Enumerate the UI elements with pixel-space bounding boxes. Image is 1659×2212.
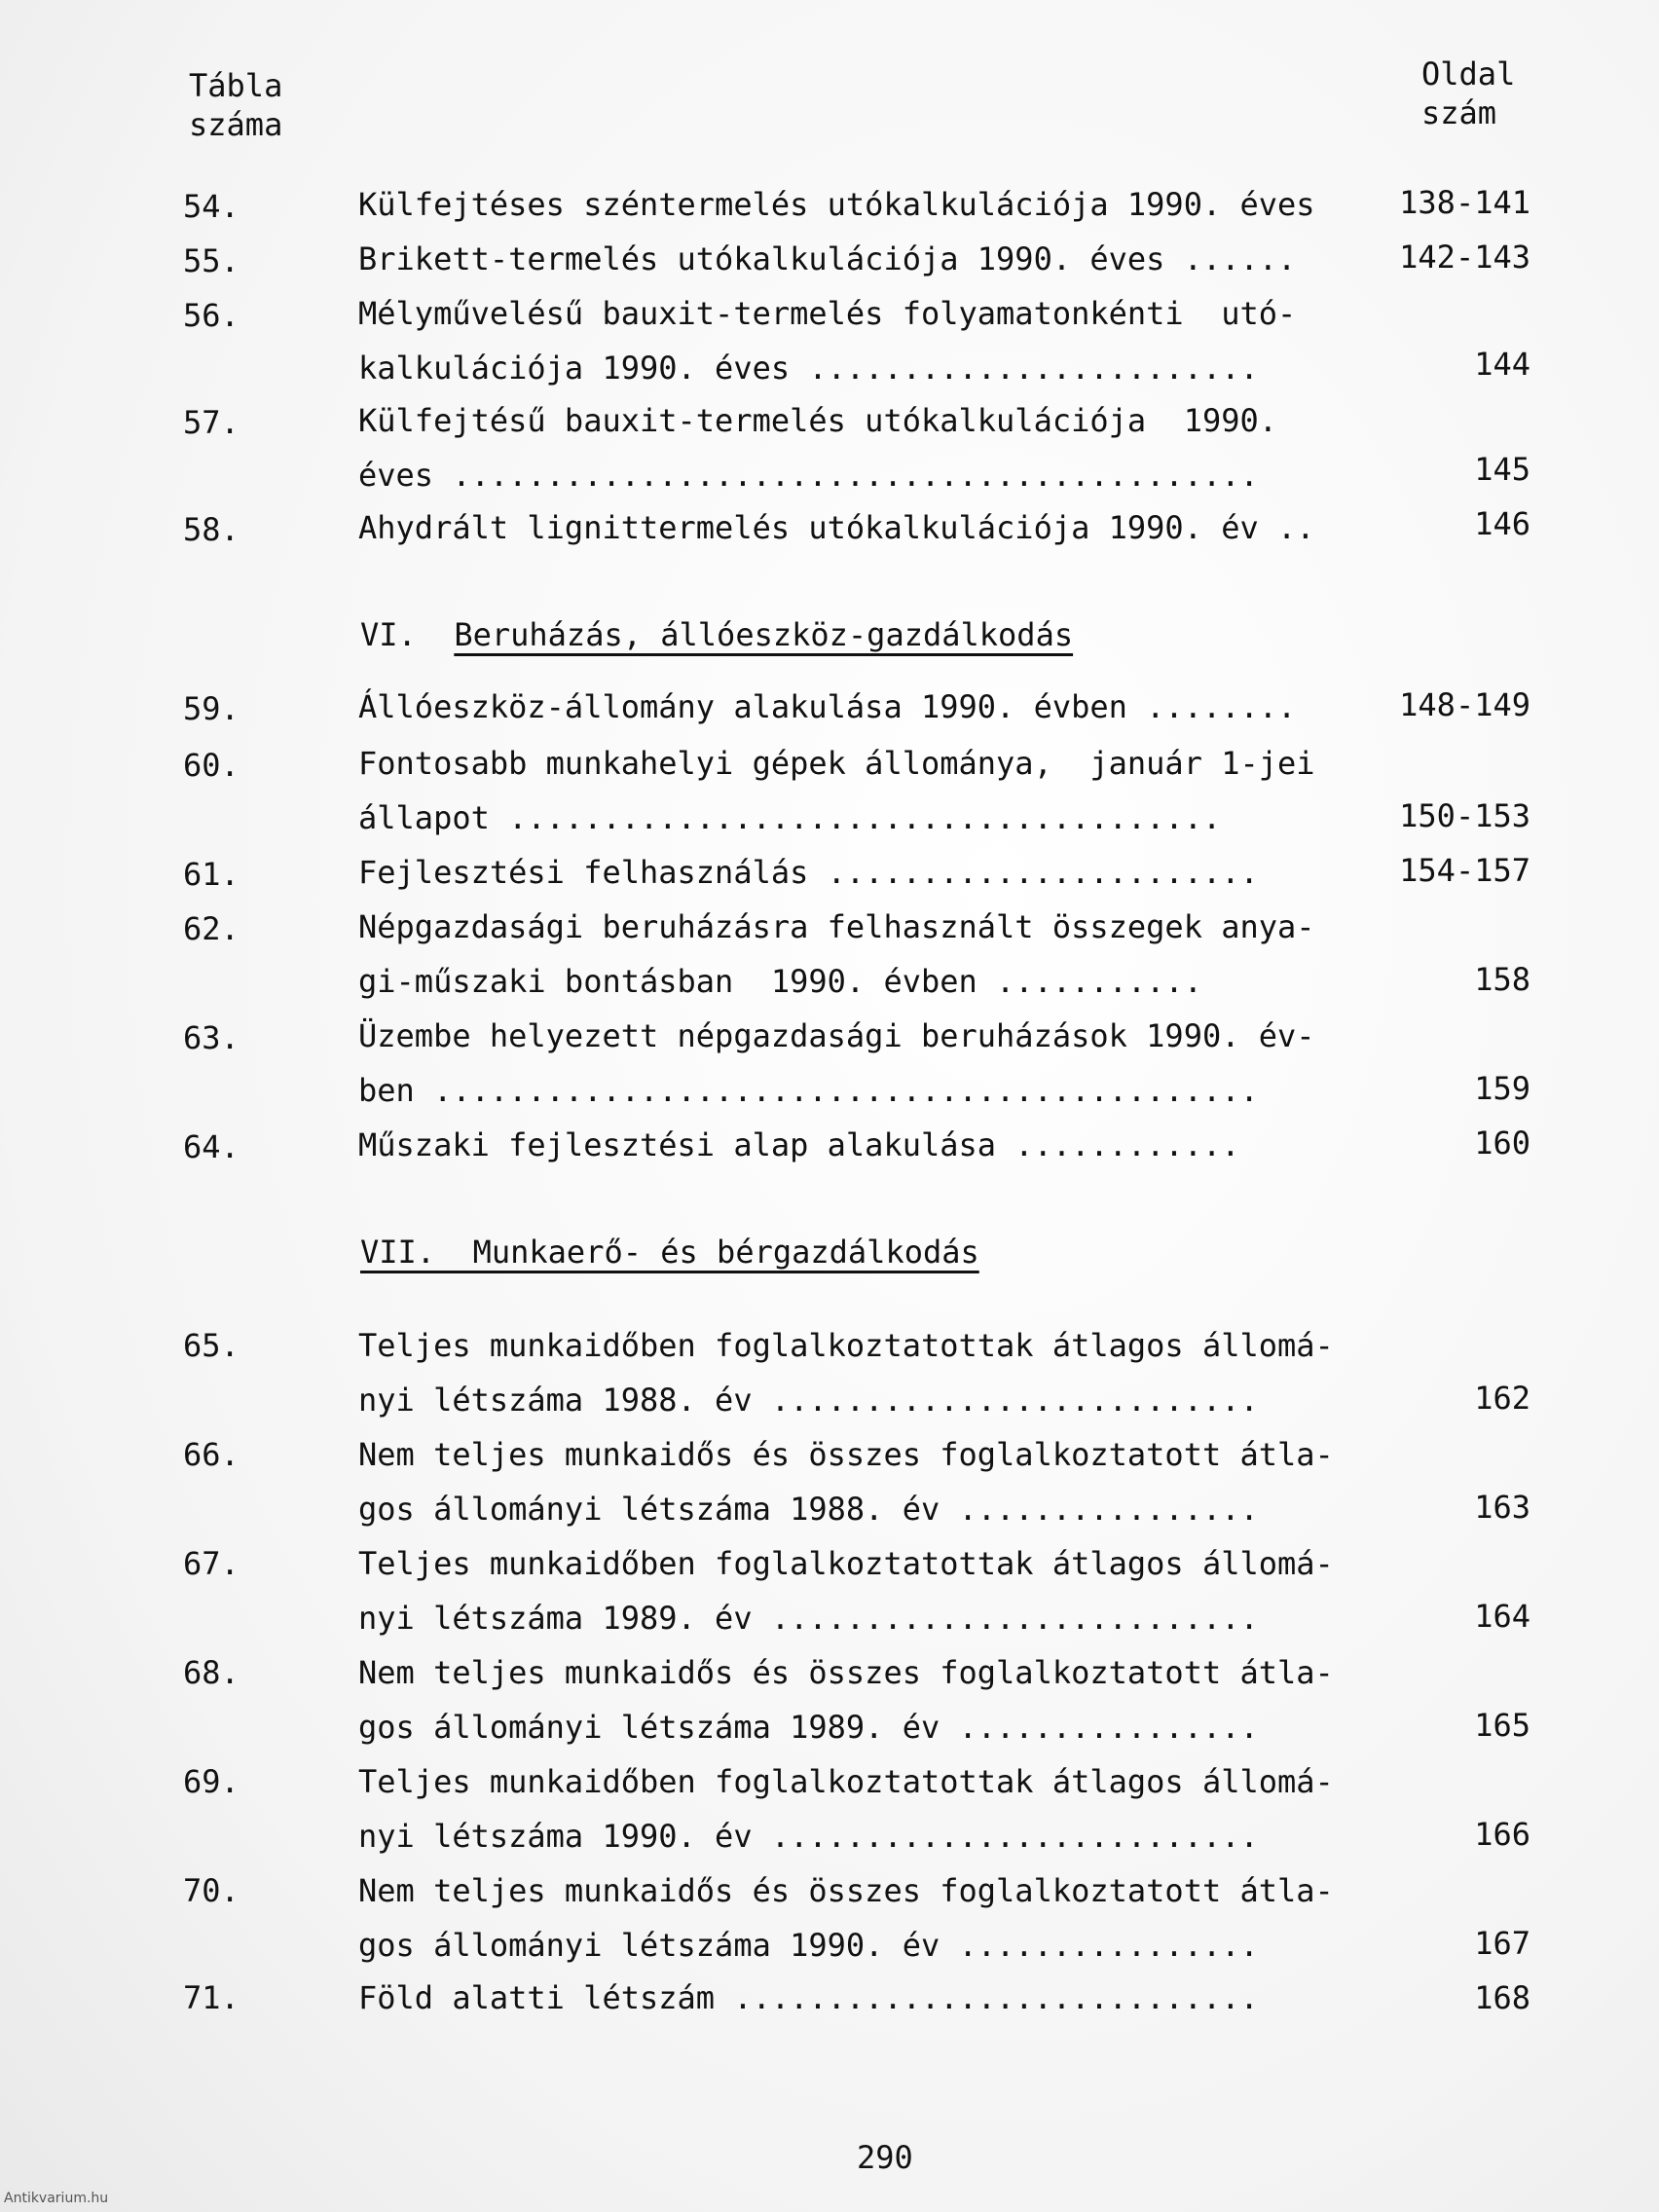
header-left-line-1: Tábla [189,67,283,104]
entry-page: 164 [1474,1598,1530,1635]
header-right-line-1: Oldal [1421,55,1516,92]
section-title: Beruházás, állóeszköz-gazdálkodás [454,616,1074,653]
entry-number: 57. [183,404,240,441]
entry-title: Brikett-termelés utókalkulációja 1990. éves ...... [358,240,1297,277]
entry-number: 71. [183,1979,240,2016]
entry-title-continuation: nyi létszáma 1990. év .......................... [358,1818,1259,1855]
header-table-number [189,66,282,144]
entry-title-continuation: nyi létszáma 1989. év .......................... [358,1600,1259,1637]
entry-number: 59. [183,690,240,727]
entry-page: 166 [1474,1816,1530,1853]
entry-number: 61. [183,856,240,893]
entry-page: 158 [1474,961,1530,998]
entry-title-continuation: kalkulációja 1990. éves ........................ [358,350,1259,387]
entry-page: 148-149 [1399,686,1530,723]
entry-title: Teljes munkaidőben foglalkoztatottak átlagos állomá- [358,1545,1334,1582]
entry-number: 68. [183,1654,240,1691]
entry-title: Nem teljes munkaidős és összes foglalkoztatott átla- [358,1436,1334,1473]
entry-title-continuation: gi-műszaki bontásban 1990. évben ........... [358,963,1202,1000]
entry-page: 163 [1474,1489,1530,1526]
entry-title: Műszaki fejlesztési alap alakulása ............ [358,1126,1240,1163]
entry-page: 145 [1474,451,1530,488]
entry-number: 66. [183,1436,240,1473]
entry-number: 67. [183,1545,240,1582]
section-title: VII. Munkaerő- és bérgazdálkodás [360,1234,979,1271]
entry-page: 160 [1474,1124,1530,1161]
entry-title-continuation: gos állományi létszáma 1990. év ................ [358,1927,1259,1964]
entry-number: 65. [183,1327,240,1364]
entry-page: 154-157 [1399,852,1530,889]
entry-page: 138-141 [1399,184,1530,221]
entry-title: Népgazdasági beruházásra felhasznált összegek anya- [358,908,1315,945]
entry-title: Üzembe helyezett népgazdasági beruházások 1990. év- [358,1017,1315,1054]
entry-title: Nem teljes munkaidős és összes foglalkoztatott átla- [358,1654,1334,1691]
entry-title: Ahydrált lignittermelés utókalkulációja 1990. év .. [358,509,1315,546]
header-left-line-2: száma [189,106,283,143]
entry-number: 60. [183,747,240,784]
entry-number: 58. [183,511,240,548]
entry-title: Föld alatti létszám ............................ [358,1979,1259,2016]
entry-title: Állóeszköz-állomány alakulása 1990. évben ........ [358,688,1297,725]
entry-page: 162 [1474,1380,1530,1417]
entry-page: 165 [1474,1707,1530,1744]
entry-title-continuation: állapot ...................................... [358,799,1222,836]
entry-title: Nem teljes munkaidős és összes foglalkoztatott átla- [358,1872,1334,1909]
entry-page: 159 [1474,1070,1530,1107]
entry-number: 69. [183,1763,240,1800]
entry-page: 168 [1474,1979,1530,2016]
entry-number: 70. [183,1872,240,1909]
entry-title: Fejlesztési felhasználás ....................... [358,854,1259,891]
entry-number: 55. [183,242,240,279]
entry-number: 63. [183,1019,240,1056]
entry-page: 146 [1474,505,1530,542]
entry-title-continuation: gos állományi létszáma 1989. év ................ [358,1709,1259,1746]
header-right-line-2: szám [1421,94,1497,131]
entry-title: Teljes munkaidőben foglalkoztatottak átlagos állomá- [358,1327,1334,1364]
entry-page: 142-143 [1399,239,1530,276]
entry-page: 150-153 [1399,797,1530,834]
section-roman: VI. [360,616,417,653]
entry-title: Mélyművelésű bauxit-termelés folyamatonkénti utó- [358,295,1297,332]
entry-title: Teljes munkaidőben foglalkoztatottak átlagos állomá- [358,1763,1334,1800]
entry-title-continuation: ben ............................................ [358,1072,1259,1109]
entry-title: Külfejtésű bauxit-termelés utókalkulációja 1990. [358,402,1278,439]
entry-page: 167 [1474,1925,1530,1962]
entry-title-continuation: nyi létszáma 1988. év .......................... [358,1382,1259,1419]
entry-number: 54. [183,188,240,225]
header-page-number [1421,55,1515,132]
entry-number: 56. [183,297,240,334]
watermark: Antikvarium.hu [4,2191,109,2206]
entry-number: 64. [183,1128,240,1165]
entry-title-continuation: éves ........................................... [358,457,1259,494]
section-heading [360,615,1073,654]
entry-title: Fontosabb munkahelyi gépek állománya, január 1-jei [358,745,1315,782]
entry-title-continuation: gos állományi létszáma 1988. év ................ [358,1491,1259,1528]
entry-page: 144 [1474,346,1530,383]
entry-number: 62. [183,910,240,947]
entry-title: Külfejtéses széntermelés utókalkulációja 1990. éves [358,186,1315,223]
page-number: 290 [857,2139,913,2176]
